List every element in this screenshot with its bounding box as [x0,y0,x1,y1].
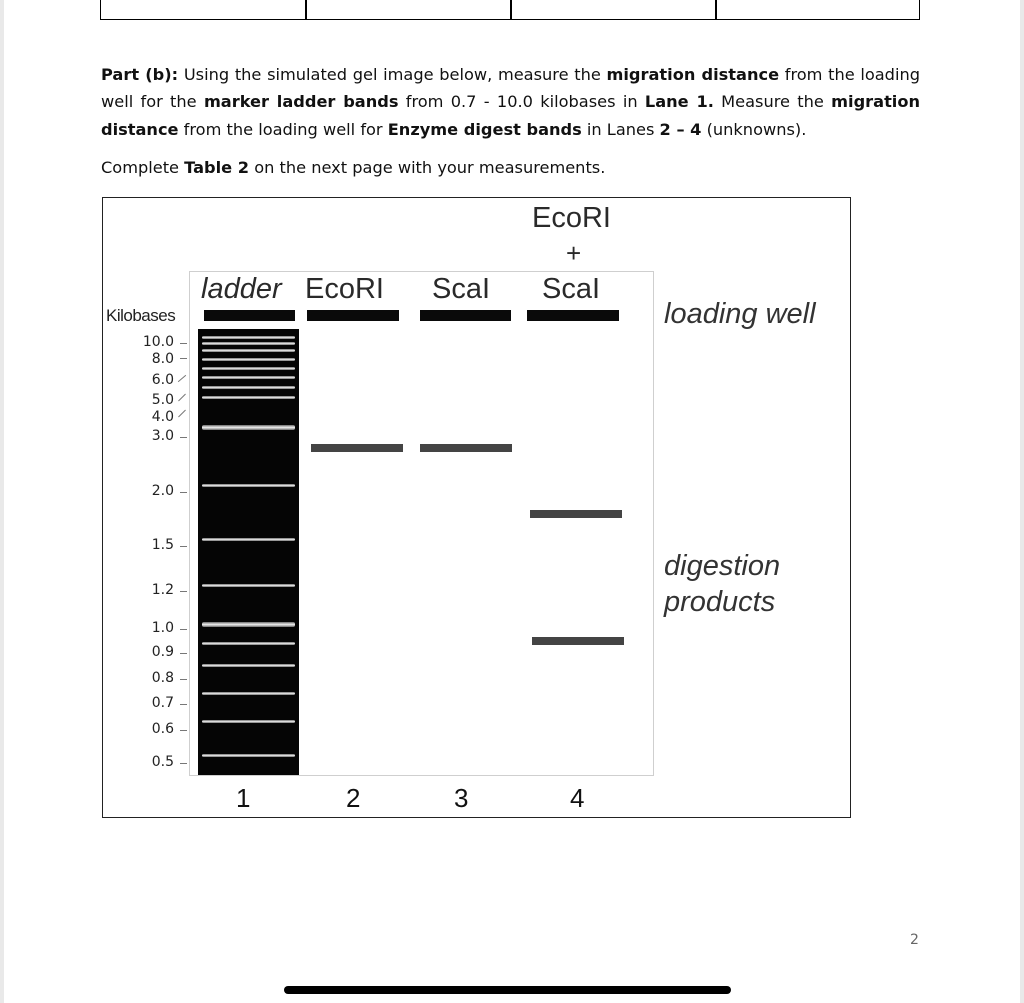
text-run: from the loading well for [178,119,388,139]
kb-label: 3.0 [151,428,174,444]
axis-tick [180,730,187,731]
kilobases-axis-title: Kilobases [106,306,176,325]
text-run: on the next page with your measurements. [249,158,606,177]
axis-tick [180,653,187,654]
digest-band-lane4-upper [530,510,622,518]
axis-tick [180,358,187,359]
digestion-products-label-line2: products [664,586,776,618]
ladder-band [202,754,295,757]
kb-label: 6.0 [151,372,174,388]
instructions-paragraph [101,61,920,143]
table-bottom-edge [100,0,920,20]
ladder-band [202,342,295,345]
kb-label: 2.0 [151,483,174,499]
table-cell-divider [715,0,717,19]
kb-label: 1.2 [151,582,174,598]
axis-tick [180,704,187,705]
ladder-band [202,484,295,487]
axis-tick [180,591,187,592]
axis-tick [180,546,187,547]
page-number: 2 [910,932,919,948]
axis-tick [180,437,187,438]
kb-label: 0.7 [151,695,174,711]
table-cell-divider [510,0,512,19]
lane4-plus-sign: + [566,238,582,268]
lane1-name: ladder [201,273,282,305]
axis-tick [180,629,187,630]
kb-label: 0.8 [151,670,174,686]
gel-figure [102,197,851,818]
complete-table-instruction [101,154,605,181]
kb-label: 0.6 [151,721,174,737]
ladder-band [202,386,295,389]
lane2-name: EcoRI [305,273,384,305]
axis-tick [180,763,187,764]
ladder-band [202,358,295,361]
axis-tick [180,679,187,680]
ladder-gel-strip [198,329,299,775]
kb-label: 4.0 [151,409,174,425]
ladder-band [202,720,295,723]
lane-number: 1 [236,783,251,813]
loading-well-lane4 [527,310,619,321]
table-cell-divider [305,0,307,19]
kb-label: 1.0 [151,620,174,636]
bold-run: migration distance [101,92,920,139]
loading-well-label: loading well [664,298,816,330]
lane-number: 3 [454,783,469,813]
kb-label: 0.5 [151,754,174,770]
axis-tick [178,394,186,402]
lane3-name: ScaI [432,273,491,305]
kb-label: 8.0 [151,351,174,367]
text-run: in Lanes [581,119,660,139]
lane4-name: ScaI [542,273,601,305]
text-run: from 0.7 - 10.0 kilobases in [398,92,645,112]
ladder-band [202,425,295,430]
digest-band-lane4-lower [532,637,624,645]
ladder-band [202,538,295,541]
digestion-products-label-line1: digestion [664,550,781,582]
bold-run: Table 2 [184,158,250,177]
text-run: Complete [101,158,185,177]
ladder-band [202,367,295,370]
axis-tick [180,343,187,344]
digest-band-lane3 [420,444,512,452]
ladder-band [202,642,295,645]
home-indicator-bar[interactable] [284,986,731,994]
ladder-band [202,396,295,399]
text-run: from the loading well for the [101,65,920,112]
loading-well-lane1 [204,310,295,321]
kb-label: 10.0 [142,334,174,350]
ladder-band [202,336,295,339]
bold-run: 2 – 4 [659,119,702,139]
kb-label: 1.5 [151,537,174,553]
text-run: Measure the [713,92,832,112]
lane-number: 4 [570,783,585,813]
ladder-band [202,376,295,379]
kb-label: 0.9 [151,644,174,660]
document-page [4,0,1020,1003]
bold-run: Enzyme digest bands [387,119,582,139]
ladder-band [202,622,295,627]
ladder-band [202,664,295,667]
loading-well-lane3 [420,310,511,321]
part-label: Part (b): [101,65,179,84]
text-run: (unknowns). [701,119,807,139]
digest-band-lane2 [311,444,403,452]
bold-run: migration distance [606,65,780,84]
axis-tick [178,410,186,418]
kb-label: 5.0 [151,392,174,408]
axis-tick [180,492,187,493]
ladder-band [202,584,295,587]
ladder-band [202,349,295,352]
lane4-enzyme-ecori: EcoRI [532,202,611,234]
bold-run: marker ladder bands [203,92,399,112]
loading-well-lane2 [307,310,399,321]
ladder-band [202,692,295,695]
text-run: Using the simulated gel image below, measure the [178,65,607,84]
bold-run: Lane 1. [644,92,714,112]
axis-tick [178,375,186,382]
lane-number: 2 [346,783,361,813]
